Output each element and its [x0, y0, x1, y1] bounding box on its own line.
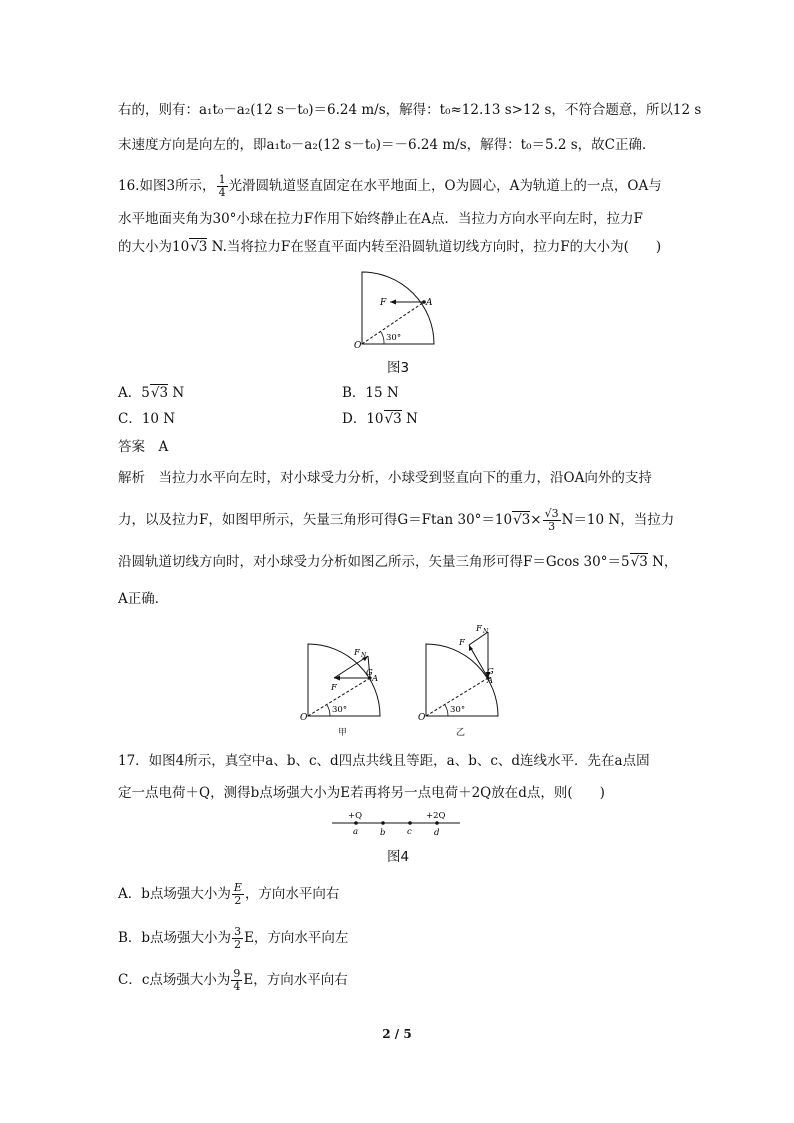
- text-line: 右的，则有：a₁t₀－a₂(12 s－t₀)＝6.24 m/s，解得：t₀≈12.13 s>12 s，不符合题意，所以12 s: [118, 102, 702, 118]
- label-angle: 30°: [450, 705, 466, 715]
- label-o: O: [300, 713, 308, 722]
- point-a: [354, 821, 358, 825]
- figure-jia-diagram: [296, 640, 386, 722]
- figure-4-diagram: [330, 808, 464, 838]
- question-16-line3: 的大小为10√3 N.当将拉力F在竖直平面内转至沿圆轨道切线方向时，拉力F的大小为( ): [118, 239, 662, 255]
- question-16-line1: [118, 174, 662, 199]
- sqrt-symbol: √3: [190, 239, 208, 255]
- label-f: F: [459, 638, 465, 648]
- label-angle: 30°: [386, 333, 402, 343]
- point-d: [435, 821, 439, 825]
- q17-option-c: C．c点场强大小为 $\frac{9}{4}$ E，方向水平向右: [118, 967, 348, 993]
- option-d: D．10√3 N: [342, 411, 418, 427]
- label-angle: 30°: [332, 705, 348, 715]
- analysis-line3: 沿圆轨道切线方向时，对小球受力分析如图乙所示，矢量三角形可得F＝Gcos 30°＝5√3 N，: [118, 554, 678, 570]
- label-fn-sub: N: [483, 628, 489, 635]
- label-a: a: [353, 827, 359, 837]
- figure-3-diagram: [350, 268, 440, 350]
- answer: 答案 A: [118, 439, 169, 455]
- point-c: [408, 821, 412, 825]
- angle-arc: [381, 332, 384, 344]
- figure-yi-caption: 乙: [456, 728, 466, 738]
- figure-yi-diagram: [414, 620, 506, 722]
- option-c: C．10 N: [118, 411, 176, 427]
- question-16-text: 光滑圆轨道竖直固定在水平地面上，O为圆心，A为轨道上的一点，OA与: [228, 178, 662, 194]
- label-charge-d: +2Q: [426, 811, 446, 821]
- label-d: d: [434, 828, 440, 838]
- label-f: F: [380, 298, 387, 308]
- figure-jia-caption: 甲: [338, 728, 348, 738]
- question-16-line2: 水平地面夹角为30°小球在拉力F作用下始终静止在A点．当拉力方向水平向左时，拉力F: [118, 211, 643, 227]
- arrow-head: [390, 300, 396, 305]
- label-fn-sub: N: [361, 652, 367, 659]
- label-f: F: [331, 683, 337, 693]
- label-fn: F: [354, 648, 360, 658]
- label-a: A: [487, 676, 494, 686]
- label-o: O: [354, 341, 362, 350]
- label-fn: F: [476, 624, 482, 634]
- analysis-line2: 力，以及拉力F，如图甲所示，矢量三角形可得G＝Ftan 30°＝10√3× $\frac{√3}{3}$ N＝10 N，当拉力: [118, 507, 675, 533]
- q17-option-b: B．b点场强大小为 $\frac{3}{2}$ E，方向水平向左: [118, 925, 349, 951]
- text-line: 末速度方向是向左的，即a₁t₀－a₂(12 s－t₀)＝－6.24 m/s，解得：t₀＝5.2 s，故C正确．: [118, 137, 656, 153]
- label-g: G: [487, 667, 494, 677]
- label-a: A: [372, 674, 379, 684]
- option-a: A．5√3 N: [118, 385, 185, 401]
- question-16-prefix: 16.如图3所示，: [118, 178, 216, 194]
- label-charge-a: +Q: [348, 811, 363, 821]
- q17-option-a: A．b点场强大小为 $\frac{E}{2}$ ，方向水平向右: [118, 881, 340, 907]
- page-number: 2 / 5: [382, 1027, 412, 1041]
- option-b: B．15 N: [342, 385, 399, 401]
- label-g: G: [366, 668, 373, 678]
- fraction-quarter: $\frac{1}{4}$: [218, 173, 226, 199]
- label-a: A: [426, 298, 433, 308]
- point-b: [381, 821, 385, 825]
- question-17-line1: 17．如图4所示，真空中a、b、c、d四点共线且等距，a、b、c、d连线水平．先在a点固: [118, 753, 650, 769]
- label-o: O: [418, 713, 426, 722]
- figure-3-caption: 图3: [387, 360, 410, 376]
- figure-4-caption: 图4: [387, 849, 410, 865]
- label-c: c: [407, 827, 412, 837]
- question-17-line2: 定一点电荷＋Q，测得b点场强大小为E若再将另一点电荷＋2Q放在d点，则( ): [118, 785, 605, 801]
- analysis-line4: A正确．: [118, 591, 169, 607]
- analysis-line1: 解析 当拉力水平向左时，对小球受力分析，小球受到竖直向下的重力，沿OA向外的支持: [118, 470, 652, 486]
- label-b: b: [380, 828, 386, 838]
